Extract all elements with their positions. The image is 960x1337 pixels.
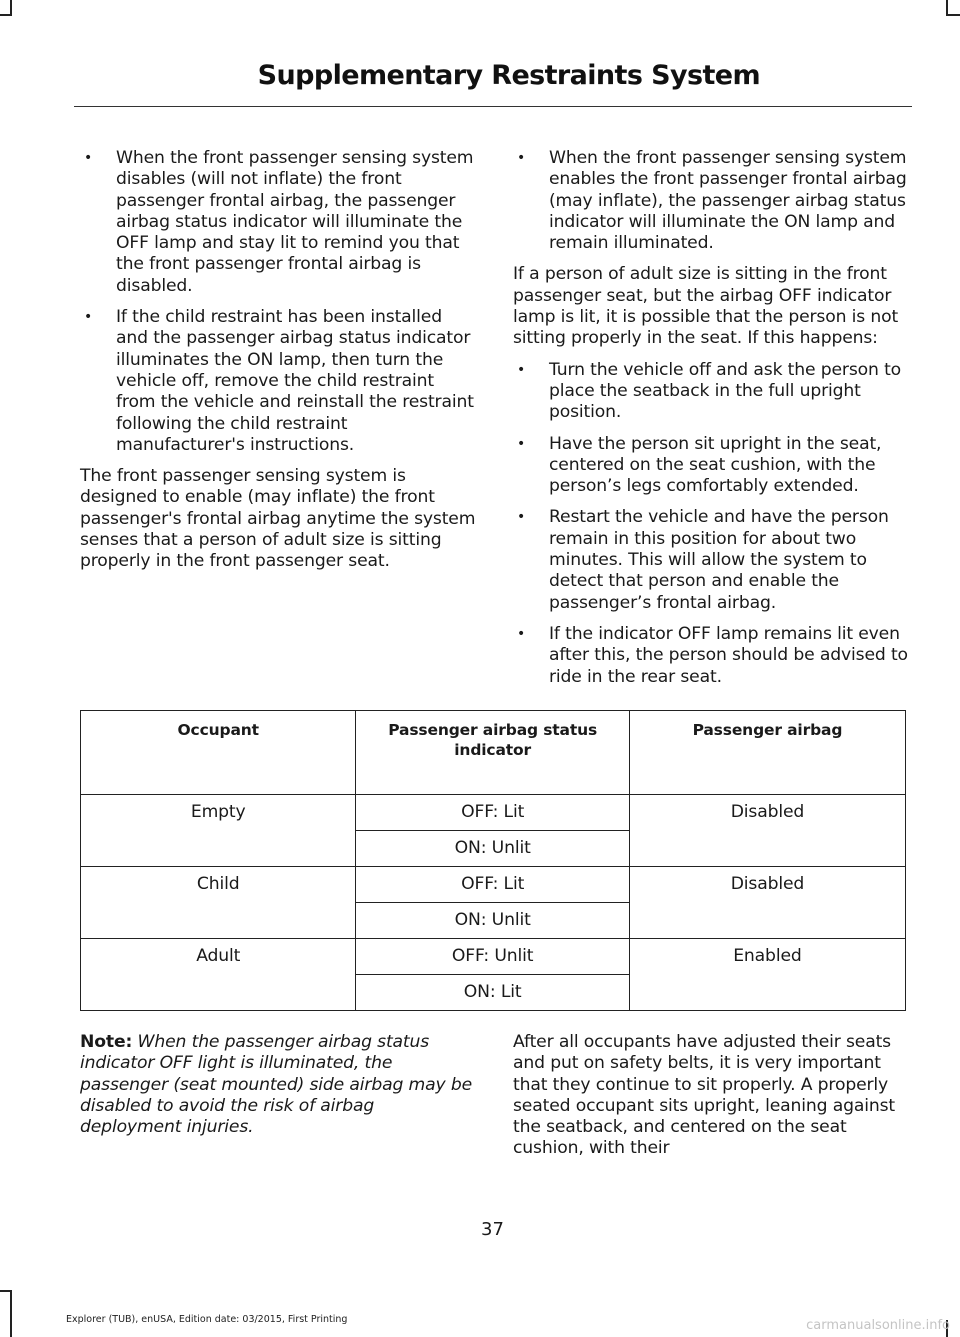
table-row (81, 939, 906, 975)
airbag-cell: Enabled (629, 939, 905, 1011)
crop-mark-bottom-left-h (0, 1290, 12, 1292)
note-label: Note: (80, 1032, 133, 1052)
left-bullet-list (80, 148, 476, 456)
occupant-cell: Adult (81, 939, 356, 1011)
indicator-off-cell: OFF: Lit (356, 867, 629, 903)
column-header-occupant: Occupant (81, 711, 356, 795)
crop-mark-top-right-h (946, 14, 960, 16)
indicator-off-cell: OFF: Lit (356, 795, 629, 831)
page-number: 37 (481, 1219, 504, 1240)
indicator-off-cell: OFF: Unlit (356, 939, 629, 975)
note-text: When the passenger airbag status indicator OFF light is illuminated, the passenger (seat mounted) side airbag may be disabled to avoid the risk of airbag deployment injuries. (80, 1032, 473, 1138)
occupant-cell: Child (81, 867, 356, 939)
page-title: Supplementary Restraints System (257, 60, 760, 91)
right-column (513, 148, 909, 698)
table-row (81, 867, 906, 903)
airbag-status-table (80, 710, 906, 1011)
column-header-airbag: Passenger airbag (629, 711, 905, 795)
body-paragraph: The front passenger sensing system is designed to enable (may inflate) the front passenger's frontal airbag anytime the system senses that a person of adult size is sitting properly in the front passenger seat. (80, 466, 476, 572)
airbag-cell: Disabled (629, 867, 905, 939)
list-item: • Have the person sit upright in the seat, centered on the seat cushion, with the person’s legs comfortably extended. (513, 434, 909, 498)
note-block (80, 1032, 480, 1138)
continuation-paragraph: After all occupants have adjusted their seats and put on safety belts, it is very important that they continue to sit properly. A properly seated occupant sits upright, leaning against the seatback, and centered on the seat cushion, with their (513, 1032, 895, 1159)
airbag-cell: Disabled (629, 795, 905, 867)
list-item: • If the child restraint has been installed and the passenger airbag status indicator illuminates the ON lamp, then turn the vehicle off, remove the child restraint from the vehicle and reinstall the restraint following the child restraint manufacturer's instructions. (80, 307, 476, 456)
list-item: • Restart the vehicle and have the person remain in this position for about two minutes. This will allow the system to detect that person and enable the passenger’s frontal airbag. (513, 507, 909, 613)
column-header-indicator: Passenger airbag status indicator (356, 711, 629, 795)
crop-mark-bottom-left (10, 1290, 12, 1337)
list-item: • Turn the vehicle off and ask the person to place the seatback in the full upright position. (513, 360, 909, 424)
crop-mark-top-left-h (0, 14, 12, 16)
list-item: • If the indicator OFF lamp remains lit even after this, the person should be advised to ride in the rear seat. (513, 624, 909, 688)
list-item: • When the front passenger sensing system enables the front passenger frontal airbag (may inflate), the passenger airbag status indicator will illuminate the ON lamp and remain illuminated. (513, 148, 909, 254)
watermark: carmanualsonline.info (806, 1318, 950, 1333)
indicator-on-cell: ON: Unlit (356, 903, 629, 939)
indicator-on-cell: ON: Unlit (356, 831, 629, 867)
right-bullet-list-bottom (513, 360, 909, 688)
footer-edition-info: Explorer (TUB), enUSA, Edition date: 03/2015, First Printing (66, 1314, 348, 1325)
body-paragraph: If a person of adult size is sitting in the front passenger seat, but the airbag OFF indicator lamp is lit, it is possible that the person is not sitting properly in the seat. If this happens: (513, 264, 899, 349)
table-header-row (81, 711, 906, 795)
indicator-on-cell: ON: Lit (356, 975, 629, 1011)
occupant-cell: Empty (81, 795, 356, 867)
right-bullet-list-top (513, 148, 909, 254)
table-row (81, 795, 906, 831)
header-divider (74, 106, 912, 107)
left-column (80, 148, 476, 583)
list-item: • When the front passenger sensing system disables (will not inflate) the front passenger frontal airbag, the passenger airbag status indicator will illuminate the OFF lamp and stay lit to remind you that the front passenger frontal airbag is disabled. (80, 148, 476, 297)
